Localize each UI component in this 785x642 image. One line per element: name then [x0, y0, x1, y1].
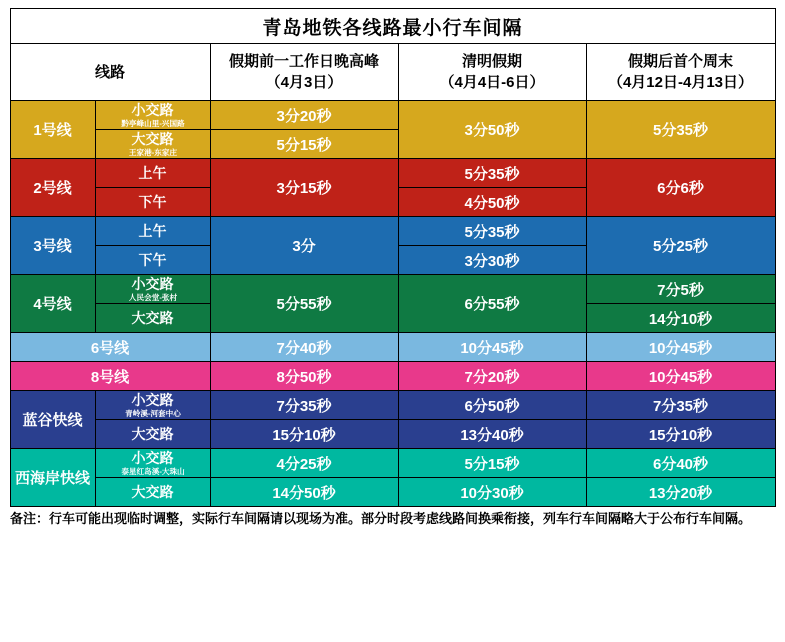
metro-interval-table	[10, 8, 776, 507]
sub-route-label: 大交路	[131, 309, 174, 326]
value-cell: 10分45秒	[398, 333, 586, 362]
table-row	[10, 449, 775, 478]
header-col1-line2: （4月3日）	[265, 74, 343, 91]
table-row	[10, 217, 775, 246]
sub-route-label: 下午	[138, 193, 167, 210]
line-name: 1号线	[10, 101, 95, 159]
sub-route	[95, 217, 210, 246]
table-header-row	[10, 44, 775, 101]
line-name: 西海岸快线	[10, 449, 95, 507]
header-col2-line2: （4月4日-6日）	[439, 74, 545, 91]
sub-route-label: 大交路	[131, 483, 174, 500]
value-cell: 8分50秒	[210, 362, 398, 391]
page-title: 青岛地铁各线路最小行车间隔	[10, 9, 775, 44]
value-cell: 10分30秒	[398, 478, 586, 507]
line-name: 6号线	[10, 333, 210, 362]
sub-route	[95, 159, 210, 188]
sub-route-label: 小交路	[131, 101, 174, 118]
sub-route-note: 泰星红岛溪-大珠山	[120, 467, 185, 476]
sub-route-label: 上午	[138, 222, 167, 239]
value-cell: 4分50秒	[398, 188, 586, 217]
value-cell: 5分35秒	[398, 159, 586, 188]
value-cell: 5分15秒	[210, 130, 398, 159]
value-cell: 3分50秒	[398, 101, 586, 159]
value-cell: 6分50秒	[398, 391, 586, 420]
value-cell: 15分10秒	[586, 420, 775, 449]
sub-route	[95, 101, 210, 130]
sub-route-note: 黔亭峰山里-兴国路	[120, 119, 185, 128]
sub-route-note: 青岭溪-河套中心	[124, 409, 181, 418]
value-cell: 3分30秒	[398, 246, 586, 275]
value-cell: 14分50秒	[210, 478, 398, 507]
sub-route-label: 大交路	[131, 130, 174, 147]
sub-route-label: 下午	[138, 251, 167, 268]
header-col3	[586, 44, 775, 101]
header-col1	[210, 44, 398, 101]
value-cell: 6分40秒	[586, 449, 775, 478]
value-cell: 13分20秒	[586, 478, 775, 507]
sub-route	[95, 449, 210, 478]
table-row	[10, 391, 775, 420]
sub-route-note: 人民会堂-张村	[128, 293, 177, 302]
line-name: 8号线	[10, 362, 210, 391]
line-name: 3号线	[10, 217, 95, 275]
value-cell: 10分45秒	[586, 333, 775, 362]
header-line: 线路	[10, 44, 210, 101]
sub-route	[95, 130, 210, 159]
sub-route-label: 大交路	[131, 425, 174, 442]
value-cell: 5分55秒	[210, 275, 398, 333]
value-cell: 13分40秒	[398, 420, 586, 449]
value-cell: 4分25秒	[210, 449, 398, 478]
value-cell: 14分10秒	[586, 304, 775, 333]
value-cell: 5分25秒	[586, 217, 775, 275]
table-row	[10, 333, 775, 362]
sub-route-note: 王家港-东家庄	[128, 148, 177, 157]
value-cell: 6分6秒	[586, 159, 775, 217]
value-cell: 7分35秒	[210, 391, 398, 420]
sub-route-label: 小交路	[131, 391, 174, 408]
value-cell: 6分55秒	[398, 275, 586, 333]
sub-route-label: 上午	[138, 164, 167, 181]
value-cell: 7分35秒	[586, 391, 775, 420]
sub-route	[95, 391, 210, 420]
header-col2-line1: 清明假期	[461, 53, 522, 70]
header-col3-line1: 假期后首个周末	[627, 53, 733, 70]
value-cell: 5分15秒	[398, 449, 586, 478]
value-cell: 3分20秒	[210, 101, 398, 130]
sub-route-label: 小交路	[131, 275, 174, 292]
table-title-row	[10, 9, 775, 44]
sub-route	[95, 478, 210, 507]
line-name: 4号线	[10, 275, 95, 333]
table-row	[10, 275, 775, 304]
sub-route-label: 小交路	[131, 449, 174, 466]
value-cell: 7分5秒	[586, 275, 775, 304]
table-row	[10, 478, 775, 507]
value-cell: 7分20秒	[398, 362, 586, 391]
value-cell: 10分45秒	[586, 362, 775, 391]
value-cell: 3分	[210, 217, 398, 275]
value-cell: 15分10秒	[210, 420, 398, 449]
table-row	[10, 362, 775, 391]
sub-route	[95, 188, 210, 217]
table-row	[10, 420, 775, 449]
sub-route	[95, 275, 210, 304]
sub-route	[95, 304, 210, 333]
value-cell: 7分40秒	[210, 333, 398, 362]
line-name: 蓝谷快线	[10, 391, 95, 449]
sub-route	[95, 246, 210, 275]
table-row	[10, 159, 775, 188]
header-col2	[398, 44, 586, 101]
value-cell: 5分35秒	[586, 101, 775, 159]
sub-route	[95, 420, 210, 449]
timetable-sheet	[0, 8, 785, 642]
header-col1-line1: 假期前一工作日晚高峰	[228, 53, 379, 70]
footnote: 备注：行车可能出现临时调整，实际行车间隔请以现场为准。部分时段考虑线路间换乘衔接，列车行车间隔略大于公布行车间隔。	[10, 511, 752, 526]
header-col3-line2: （4月12日-4月13日）	[607, 74, 754, 91]
table-row	[10, 101, 775, 130]
value-cell: 5分35秒	[398, 217, 586, 246]
line-name: 2号线	[10, 159, 95, 217]
value-cell: 3分15秒	[210, 159, 398, 217]
